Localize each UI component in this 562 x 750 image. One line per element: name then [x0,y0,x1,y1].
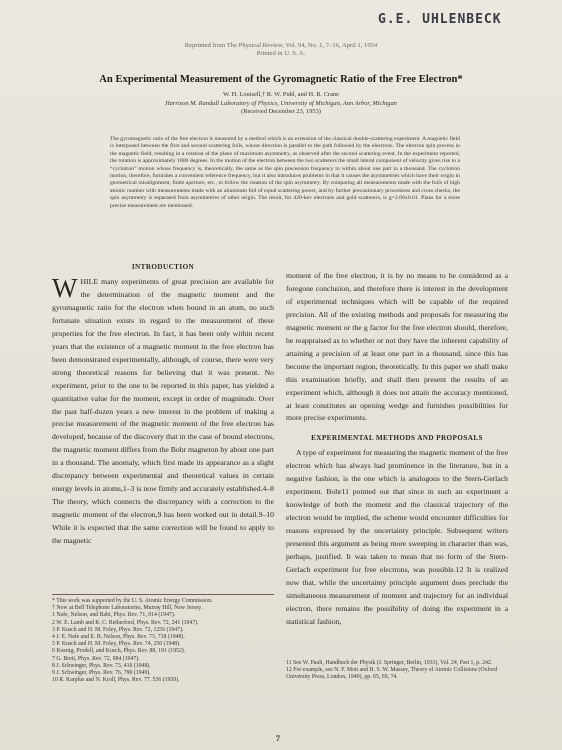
drop-cap: W [52,273,78,303]
footnote: 8 J. Schwinger, Phys. Rev. 73, 416 (1948). [52,662,151,669]
footnote: 11 See W. Pauli, Handbuch der Physik (J. Springer, Berlin, 1933), Vol. 24, Part 1, p. 242. [286,660,493,666]
footnote: 3 P. Kusch and H. M. Foley, Phys. Rev. 72, 1256 (1947). [52,626,184,633]
footnote: † Now at Bell Telephone Laboratories, Murray Hill, New Jersey. [52,605,203,612]
footnote: 9 J. Schwinger, Phys. Rev. 76, 790 (1949). [52,670,151,677]
footnote: 1 Nafe, Nelson, and Rabi, Phys. Rev. 71, 914 (1947). [52,612,176,619]
authors: W. H. Louisell,† R. W. Pidd, and H. R. Crane [222,91,340,98]
affiliation: Harrison M. Randall Laboratory of Physics, University of Michigan, Ann Arbor, Michigan [165,99,397,107]
introduction-heading: INTRODUCTION [131,263,195,271]
footnotes-right [286,660,508,682]
right-paragraph-2: A type of experiment for measuring the magnetic moment of the free electron which has always had prominence in the literature, but in a negative fashion, is the one which is analogous to the Stern-Gerlach experiment. Bohr11 pointed out that since in such an experiment a knowledge of both the moment and the classical trajectory of the electron would be implied, the scheme would encounter difficulties for reasons expressed by the uncertainty principle. Subsequent writers presented this argument as being more sweeping in character than was, perhaps, justified. It was taken to mean that no form of the Stern-Gerlach experiment for free electrons, was possible.12 It is realized now that, while the uncertainty principle argument does preclude the simultaneous measurement of moment and trajectory for an individual electron, there remains the possibility of doing the experiment in a statistical fashion, [286,448,508,626]
abstract: The gyromagnetic ratio of the free electron is measured by a method which is an extension of the classical double-scattering experiment. A magnetic field is interposed between the first and second scattering foils, whose direction is parallel to the path followed by the electrons. The electron spin precess in the magnetic field, resulting in a rotation of the plane of maximum asymmetry, as observed after the second scattering event. In the experiment reported, the rotation is approximately 1800 degrees. In the motion of the electron between the two scatterers the small lateral component of velocity gives rise to a “cyclotron” motion whose frequency is, theoretically, the same as the spin precession frequency to within about one part in a thousand. The cyclotron motion, therefore, furnishes a convenient reference frequency, but it also introduces problems in that it causes the asymmetries which have their origin in geometrical misalignment, finite aperture, etc., to follow the rotation of the spin asymmetry. By comparing all measurements made with the foils of high atomic number with measurements made with an aluminum foil of equal scattering power, and by further precautionary procedures and cross checks, the spin asymmetry is separated from asymmetries of other origin. The result, for 420-kev electrons and gold scatterers, is g=2.00±0.01. Plans for a more precise measurement are mentioned. [110,136,460,209]
right-paragraph-1: moment of the free electron, it is by no means to be considered as a foregone conclusion, and therefore there is interest in the development of experimental techniques which will be capable of the required precision. All of the existing methods and proposals for measuring the magnetic moment or the g factor for the free electron should, therefore, be reappraised as to whether or not they have the inherent capability of attaining a precision of at least one part in a thousand, since this has become the important region, theoretically. In this paper we shall make this examination briefly, and shall then present the results of an experiment which, although it does not attain the accuracy mentioned, at least constitutes an opening wedge and furnishes possibilities for more precise experiments. [286,271,508,423]
reprint-header [0,42,562,58]
printed-line: Printed in U. S. A. [256,50,306,57]
introduction-paragraph [52,273,274,548]
footnotes-left [52,594,274,684]
author-block [0,91,562,117]
footnote: 10 R. Karplus and N. Kroll, Phys. Rev. 77, 536 (1950). [52,677,180,684]
right-column [286,270,508,629]
reprint-line: Reprinted from The Physical Review, Vol. 94, No. 1, 7–16, April 1, 1954 [184,42,378,49]
footnote: * This work was supported by the U. S. Atomic Energy Commission. [52,598,213,604]
left-column [52,262,274,548]
footnote: 7 G. Breit, Phys. Rev. 72, 984 (1947). [52,655,140,662]
received-date: (Received December 23, 1953) [241,108,321,116]
footnote: 6 Koenig, Prodell, and Kusch, Phys. Rev. 88, 191 (1952). [52,648,186,655]
introduction-text: HILE many experiments of great precision are available for the determination of the magnetic moment and the gyromagnetic ratio for the electron when bound in an atom, no such fortunate situation exists in regard to the measurement of these properties for the free electron. In fact, it has been only within recent years that the existence of a magnetic moment in the free electron has been demonstrated experimentally, although, of course, there were very strong theoretical reasons for believing that it was present. No experiment, prior to the one to be reported in this paper, has yielded a quantitative value for the moment, except in order of magnitude. Over the past half-dozen years a new interest in the problem of making a precise measurement of the magnetic moment of the free electron has developed, because of the discovery that in the case of bound electrons, the magnetic moment differs from the Bohr magneton by about one part in a thousand. The anomaly, which first made its appearance as a slight discrepancy between experimental and theoretical values in certain energy levels in atoms,1–3 is now firmly and accurately established.4–8 The theory, which connects the discrepancy with a correction to the magnetic moment of the electron,9 has been worked out in detail.9–10 While it is expected that the same correction will be found to apply to the magnetic [52,277,274,546]
owner-stamp: G.E. UHLENBECK [378,12,502,27]
footnote: 5 P. Kusch and H. M. Foley, Phys. Rev. 74, 250 (1948). [52,641,181,648]
footnote: 2 W. E. Lamb and R. C. Retherford, Phys. Rev. 72, 241 (1947). [52,619,199,626]
footnote: 4 J. E. Nafe and E. B. Nelson, Phys. Rev. 73, 718 (1948). [52,634,185,641]
methods-heading: EXPERIMENTAL METHODS AND PROPOSALS [311,434,483,443]
page-number: 7 [276,734,280,743]
paper-title: An Experimental Measurement of the Gyromagnetic Ratio of the Free Electron* [99,74,463,85]
footnote: 12 For example, see N. F. Mott and H. S. W. Massey, Theory of Atomic Collisions (Oxford University Press, London, 1949), pp. 65, 69, 74. [286,667,498,681]
